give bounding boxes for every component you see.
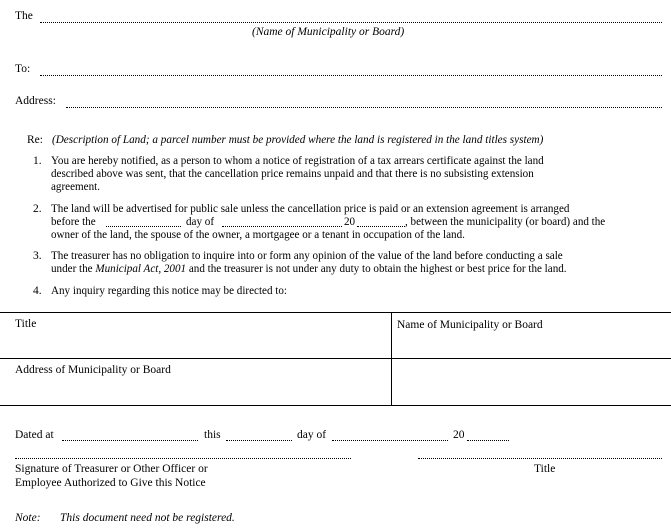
item-1-line-2: described above was sent, that the cancellation price remains unpaid and that there is no subsisting extension xyxy=(51,168,534,180)
contact-municipality-name-label: Name of Municipality or Board xyxy=(397,319,543,331)
contact-title-cell[interactable] xyxy=(0,313,390,358)
municipal-act-reference: Municipal Act, 2001 xyxy=(95,263,187,275)
signature-caption-line-1: Signature of Treasurer or Other Officer or xyxy=(15,463,208,475)
note-text: This document need not be registered. xyxy=(60,512,235,524)
contact-extra-cell[interactable] xyxy=(392,359,671,405)
to-label: To: xyxy=(15,63,31,75)
signer-title-field[interactable] xyxy=(418,458,662,459)
item-2-year-prefix: 20 xyxy=(344,216,356,228)
signature-field[interactable] xyxy=(15,458,351,459)
item-1-line-3: agreement. xyxy=(51,181,100,193)
item-1-number: 1. xyxy=(33,155,42,167)
address-field[interactable] xyxy=(66,107,662,108)
to-field[interactable] xyxy=(40,75,662,76)
dated-day-field[interactable] xyxy=(226,440,292,441)
item-3-line-2-end: and the treasurer is not under any duty to obtain the highest or best price for the land. xyxy=(188,263,567,275)
the-label: The xyxy=(15,10,33,22)
item-4-number: 4. xyxy=(33,285,42,297)
municipality-name-field[interactable] xyxy=(40,22,662,23)
address-label: Address: xyxy=(15,95,56,107)
item-4-line-1: Any inquiry regarding this notice may be directed to: xyxy=(51,285,287,297)
dated-month-field[interactable] xyxy=(332,440,448,441)
item-2-number: 2. xyxy=(33,203,42,215)
dated-this-label: this xyxy=(204,429,221,441)
item-2-line-1: The land will be advertised for public sale unless the cancellation price is paid or an extension agreement is arranged xyxy=(51,203,570,215)
municipality-caption: (Name of Municipality or Board) xyxy=(252,26,405,38)
item-3-number: 3. xyxy=(33,250,42,262)
sale-month-field[interactable] xyxy=(222,226,342,227)
item-3-line-1: The treasurer has no obligation to inquire into or form any opinion of the value of the land before conducting a sale xyxy=(51,250,563,262)
item-1-line-1: You are hereby notified, as a person to whom a notice of registration of a tax arrears certificate against the land xyxy=(51,155,544,167)
item-3-line-2 xyxy=(51,263,567,275)
item-2-line-2-end: , between the municipality (or board) and the xyxy=(405,216,606,228)
dated-year-prefix: 20 xyxy=(453,429,465,441)
dated-at-field[interactable] xyxy=(62,440,198,441)
signer-title-label: Title xyxy=(534,463,556,475)
contact-address-label: Address of Municipality or Board xyxy=(15,364,171,376)
note-label: Note: xyxy=(15,512,41,524)
land-description-caption: (Description of Land; a parcel number must be provided where the land is registered in the land titles system) xyxy=(52,134,544,146)
re-label: Re: xyxy=(27,134,43,146)
sale-day-field[interactable] xyxy=(106,226,181,227)
item-3-under-the: under the xyxy=(51,263,93,275)
item-2-before-the: before the xyxy=(51,216,96,228)
item-2-line-3: owner of the land, the spouse of the owner, a mortgagee or a tenant in occupation of the land. xyxy=(51,229,465,241)
dated-at-label: Dated at xyxy=(15,429,54,441)
signature-caption-line-2: Employee Authorized to Give this Notice xyxy=(15,477,206,489)
item-2-day-of: day of xyxy=(186,216,215,228)
sale-year-field[interactable] xyxy=(357,226,405,227)
table-bottom-border xyxy=(0,405,671,406)
dated-year-field[interactable] xyxy=(467,440,509,441)
dated-day-of-label: day of xyxy=(297,429,327,441)
contact-title-label: Title xyxy=(15,318,37,330)
